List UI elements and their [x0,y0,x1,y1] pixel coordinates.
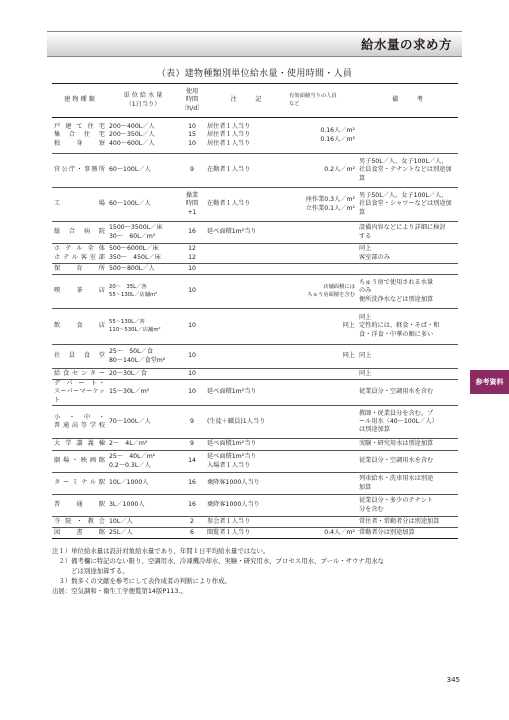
hours-cell: 9 [179,154,205,188]
remarks-cell: 教師・従業員分を含む。プ ール用水（40〜100L／人） は別途加算 [357,406,458,439]
unit-amount-cell: 20〜 35L／客 55〜130L／店舗m² [107,275,179,309]
building-type-cell: 喫 茶 店 [52,275,107,309]
col-header-building-type: 建 物 種 類 [52,84,107,118]
footnote: 注１）単位給水量は設計対象給水量であり、年間１日平均給水量ではない。 [52,547,270,555]
note-cell: 延べ面積1m²当り 入場者１人当り [205,451,287,473]
building-type-cell: 戸建て住宅 集合住宅 独 身 寮 [54,122,105,147]
remarks-cell: 男子50L／人、女子100L／人、 社員食堂・シャワーなどは別途加 算 [357,188,458,222]
table-title: （表）建物種類別単位給水量・使用時間・人員 [156,69,353,79]
persons-cell [287,473,357,495]
table-row [52,244,458,264]
section-header-bar [47,31,462,57]
table-row [52,188,458,222]
table-body [52,118,458,539]
note-cell: 在勤者１人当り [205,154,287,188]
unit-amount-cell: 200〜400L／人 200〜350L／人 400〜600L／人 [109,122,155,147]
building-type-cell: デ パ ー ト・ スーパーマーケット [54,380,105,404]
unit-amount-cell: 55〜130L／客 110〜530L／店舗m² [107,309,179,345]
remarks-cell: 常勤者分は別途加算 [357,528,458,539]
table-row [52,473,458,495]
persons-cell: 同上 [287,309,357,345]
table-row [52,517,458,528]
remarks-cell: 従業員分・多少のテナント 分を含む [357,495,458,517]
hours-cell: 2 [179,517,205,528]
table-row [52,451,458,473]
unit-amount-cell: 70〜100L／人 [107,406,179,439]
persons-cell [287,439,357,451]
remarks-cell: 従業員分・空調用水を含む [357,451,458,473]
hours-cell: 12 12 [179,244,205,264]
persons-cell: 店舗面積には ちゅう房面積を含む [287,275,357,309]
unit-amount-cell: 20〜30L／食 [107,369,179,380]
hours-cell: 10 [179,345,205,369]
persons-cell [287,264,357,275]
reference-material-tab[interactable]: 参考資料 [470,370,509,394]
hours-cell: 9 [179,439,205,451]
hours-cell: 6 [179,528,205,539]
building-type-cell: 飲 食 店 [52,309,107,345]
table-header-row [52,84,458,118]
persons-cell: 座作業0.3人／m² 立作業0.1人／m² [287,188,357,222]
note-cell: 居住者１人当り 居住者１人当り 居住者１人当り [207,122,251,147]
building-type-cell: 社員食堂 [52,345,107,369]
unit-amount-cell: 25〜 50L／食 80〜140L／食堂m² [107,345,179,369]
hours-cell: 操業 時間 +1 [179,188,205,222]
note-cell [205,369,287,380]
note-cell [205,345,287,369]
water-usage-table [52,83,458,539]
building-type-cell: ホテル全体 ホテル客室部 [52,244,107,264]
unit-amount-cell: 500〜6000L／床 350〜 450L／床 [107,244,179,264]
building-type-cell: 大学講義棟 [52,439,107,451]
remarks-cell [357,264,458,275]
building-type-cell: 工 場 [52,188,107,222]
hours-cell: 10 15 10 [188,122,196,147]
persons-cell [287,369,357,380]
persons-cell [287,380,357,406]
hours-cell: 10 [179,309,205,345]
note-cell: (生徒＋職員)1人当り [205,406,287,439]
note-cell [205,309,287,345]
page-number: 345 [446,676,460,684]
persons-cell: 0.4人／m² [287,528,357,539]
remarks-cell: ちゅう房で使用される水量 のみ 便所洗浄水などは別途加算 [357,275,458,309]
table-row [52,154,458,188]
note-cell: 乗降客1000人当り [205,495,287,517]
note-cell [205,275,287,309]
remarks-cell: 同上 客室部のみ [357,244,458,264]
footnote: ３）数多くの文献を参考にして表作成者の判断により作成。 [52,576,231,585]
hours-cell: 9 [179,406,205,439]
unit-amount-cell: 500〜800L／人 [107,264,179,275]
hours-cell: 16 [179,473,205,495]
unit-amount-cell: 10L／1000人 [107,473,179,495]
col-header-hours: 使用 時間 〔h/d〕 [179,84,205,118]
unit-amount-cell: 60〜100L／人 [107,154,179,188]
table-row [52,495,458,517]
unit-amount-cell: 25L／人 [107,528,179,539]
col-header-note: 注 記 [205,84,287,118]
building-type-cell: 総合病院 [52,222,107,244]
col-header-persons: 有効面積当りの人員 など [287,84,357,118]
section-title: 給水量の求め方 [360,37,452,52]
remarks-cell [357,118,458,154]
building-type-cell: 劇場・映画館 [52,451,107,473]
persons-cell [287,517,357,528]
unit-amount-cell: 15〜30L／m² [107,380,179,406]
table-row [52,222,458,244]
unit-amount-cell: 1500〜3500L／床 30〜 60L／m² [107,222,179,244]
building-type-cell: ターミナル駅 [52,473,107,495]
table-row [52,369,458,380]
table-row [52,380,458,406]
footnotes [52,547,472,597]
unit-amount-cell: 3L／1000人 [107,495,179,517]
remarks-cell: 男子50L／人、女子100L／人、 社員食堂・テナントなどは別途加 算 [357,154,458,188]
note-cell: 閲覧者１人当り [205,528,287,539]
remarks-cell: 設備内容などにより詳細に検討 する [357,222,458,244]
note-cell: 在勤者１人当り [205,188,287,222]
note-cell: 乗降客1000人当り [205,473,287,495]
persons-cell [287,495,357,517]
unit-amount-cell: 60〜100L／人 [107,188,179,222]
hours-cell: 10 [179,369,205,380]
remarks-cell: 実験・研究用水は別途加算 [357,439,458,451]
building-type-cell: 官公庁・事務所 [52,154,107,188]
unit-amount-cell: 25〜 40L／m² 0.2〜0.3L／人 [107,451,179,473]
remarks-cell: 常住者・常勤者分は別途加算 [357,517,458,528]
table-row [52,275,458,309]
remarks-cell: 同上 [357,345,458,369]
table-row [52,264,458,275]
building-type-cell: 寺院・教会 [52,517,107,528]
unit-amount-cell: 2〜 4L／m² [107,439,179,451]
col-header-remarks: 備 考 [357,84,458,118]
table-row [52,345,458,369]
building-type-cell: 保 育 所 [52,264,107,275]
note-cell [205,244,287,264]
persons-cell [287,244,357,264]
hours-cell: 10 [179,275,205,309]
remarks-cell: 列車給水・洗車用水は別途 加算 [357,473,458,495]
persons-cell: 同上 [287,345,357,369]
unit-amount-cell: 10L／人 [107,517,179,528]
persons-cell: 0.16人／m² 0.16人／m² [320,127,355,143]
remarks-cell: 同上 定性的には、軽食・そば・和 食・洋食・中華の順に多い [357,309,458,345]
note-cell: 延べ面積1m²当り [205,222,287,244]
building-type-cell: 図 書 館 [52,528,107,539]
table-row [52,118,458,154]
building-type-cell: 普 通 駅 [52,495,107,517]
table-row [52,406,458,439]
hours-cell: 14 [179,451,205,473]
hours-cell: 16 [179,495,205,517]
building-type-cell: 小 ・ 中 ・ 普通高等学校 [52,406,107,439]
hours-cell: 10 [179,380,205,406]
source-citation: 出展：空気調和・衛生工学便覧第14版P113.。 [52,586,187,595]
persons-cell [287,451,357,473]
note-cell: 延べ面積1m²当り [205,380,287,406]
persons-cell [287,406,357,439]
remarks-cell: 同上 [357,369,458,380]
persons-cell [287,222,357,244]
table-row [52,528,458,539]
hours-cell: 10 [179,264,205,275]
note-cell: 延べ面積1m²当り [205,439,287,451]
building-type-cell: 給食センター [52,369,107,380]
hours-cell: 16 [179,222,205,244]
table-row [52,309,458,345]
persons-cell: 0.2人／m² [287,154,357,188]
footnote: ２）備考欄に特記のない限り、空調用水、冷凍機冷却水、実験・研究用水、プロセス用水、プール・サウナ用水な どは別途加算する。 [58,556,384,575]
col-header-unit-amount: 単 位 給 水 量 （1日当り） [107,84,179,118]
table-row [52,439,458,451]
remarks-cell: 従業員分・空調用水を含む [357,380,458,406]
note-cell [205,264,287,275]
note-cell: 参会者１人当り [205,517,287,528]
